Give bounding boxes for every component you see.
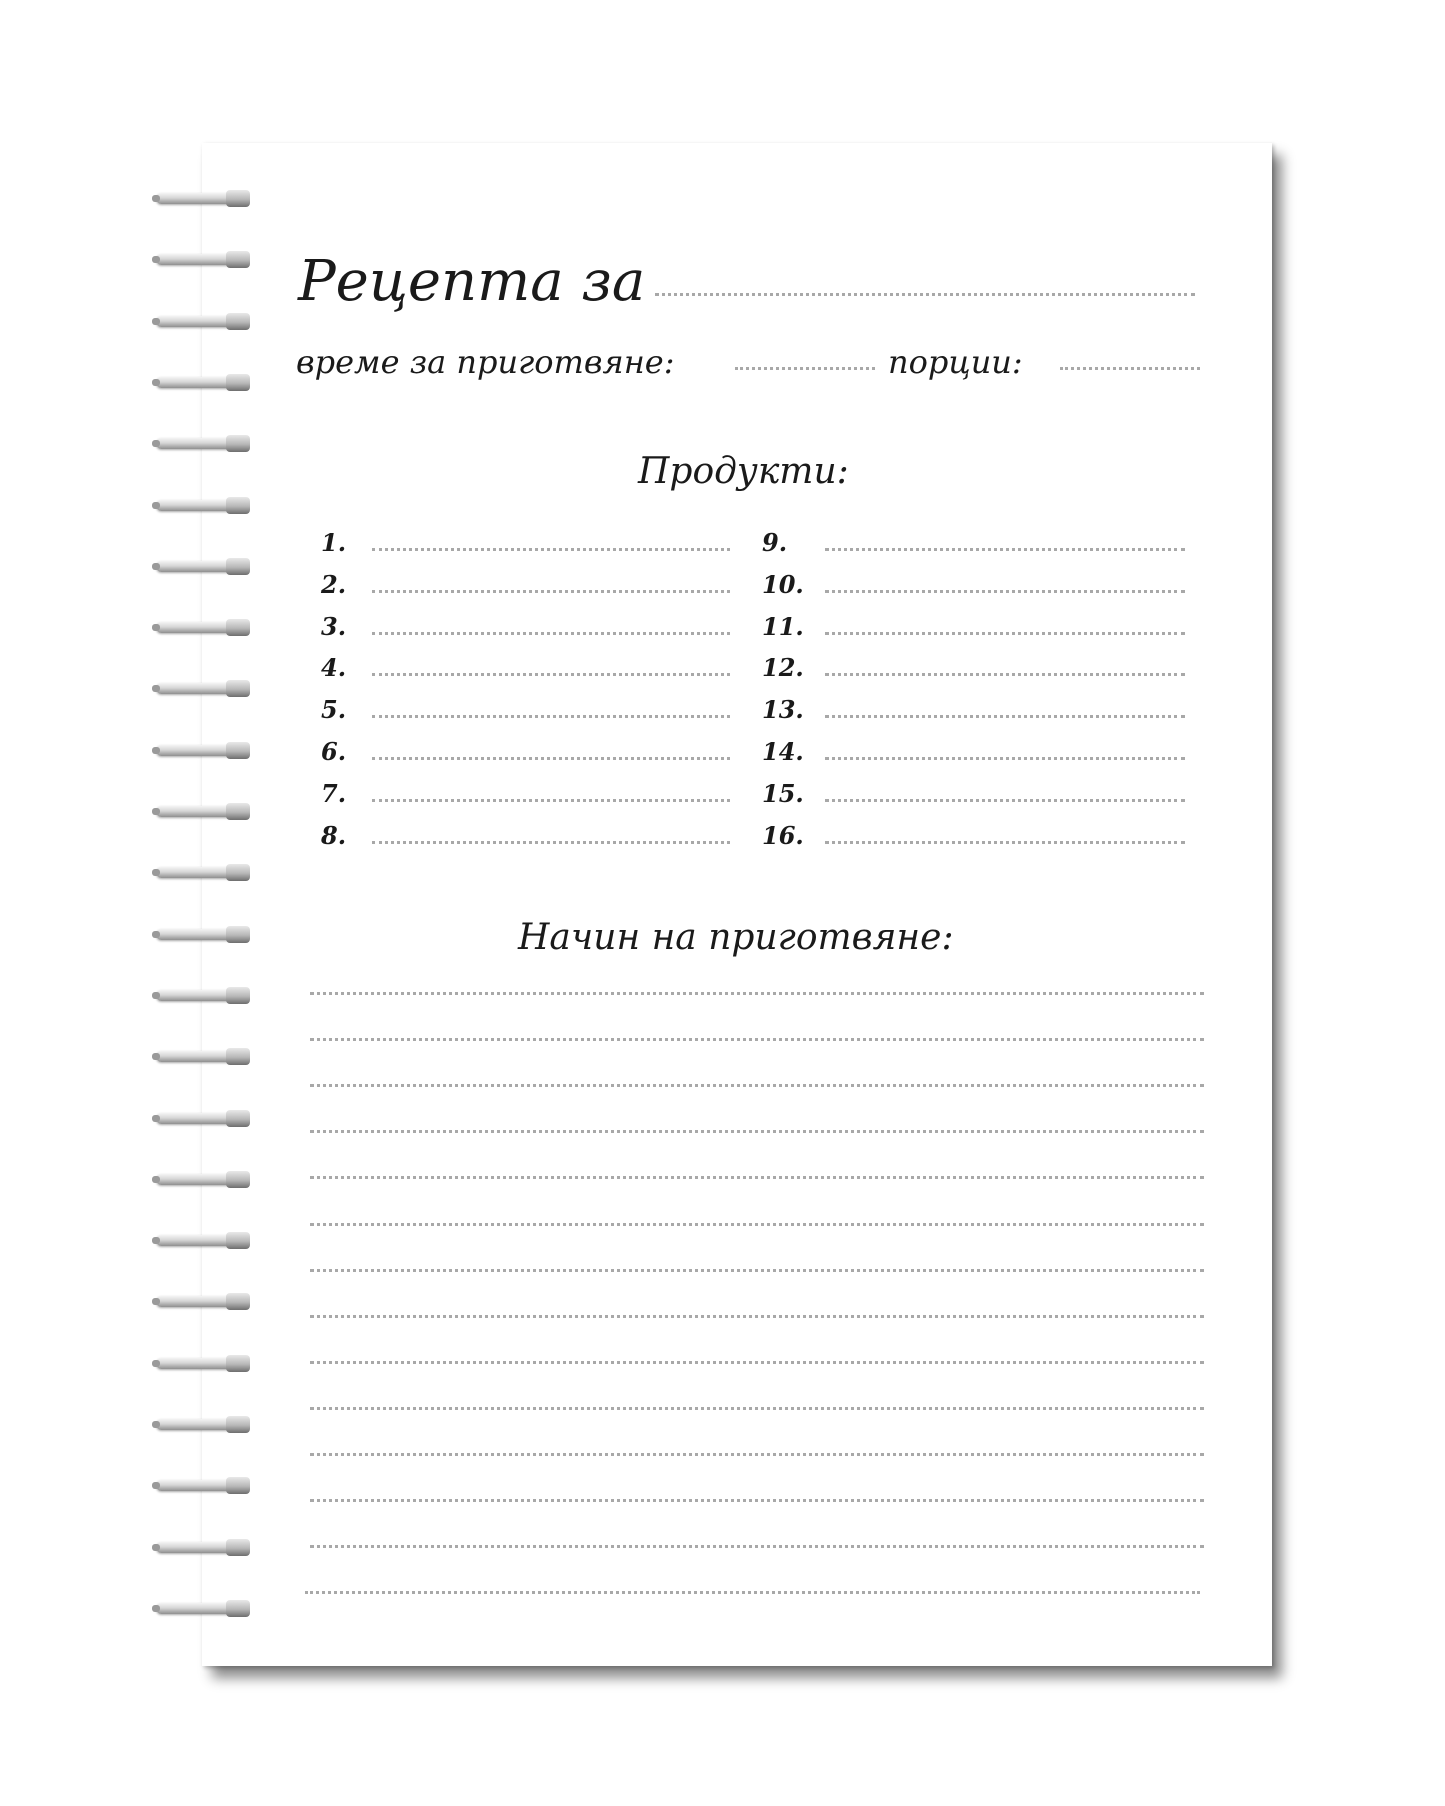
ingredient-line[interactable]: [372, 590, 730, 593]
spiral-ring: [152, 619, 252, 637]
ingredient-number: 4.: [321, 653, 347, 683]
spiral-ring: [152, 864, 252, 882]
ingredient-line[interactable]: [372, 632, 730, 635]
spiral-ring: [152, 1416, 252, 1434]
ingredient-number: 1.: [321, 528, 347, 557]
spiral-ring: [152, 190, 252, 208]
method-line[interactable]: [310, 1176, 1204, 1179]
ingredient-line[interactable]: [372, 548, 730, 551]
spiral-ring: [152, 987, 252, 1005]
ingredient-line[interactable]: [825, 632, 1185, 635]
ingredient-number: 3.: [321, 611, 347, 641]
spiral-ring: [152, 1600, 252, 1618]
ingredient-line[interactable]: [825, 548, 1185, 551]
spiral-ring: [152, 742, 252, 760]
method-line[interactable]: [310, 1315, 1204, 1318]
ingredient-number: 13.: [762, 695, 804, 725]
spiral-ring: [152, 558, 252, 576]
prep-time-label: време за приготвяне:: [296, 343, 675, 381]
method-line[interactable]: [310, 1407, 1204, 1410]
ingredient-line[interactable]: [825, 673, 1185, 676]
recipe-title-line[interactable]: [655, 293, 1195, 296]
method-line[interactable]: [310, 1453, 1204, 1456]
ingredient-number: 10.: [762, 569, 804, 599]
ingredient-number: 15.: [762, 778, 804, 808]
servings-line[interactable]: [1060, 367, 1200, 370]
ingredient-number: 9.: [762, 528, 788, 557]
ingredient-number: 6.: [321, 737, 347, 766]
servings-label: порции:: [888, 343, 1023, 381]
ingredients-heading: Продукти:: [638, 451, 849, 492]
ingredient-line[interactable]: [825, 590, 1185, 593]
spiral-ring: [152, 1110, 252, 1128]
spiral-ring: [152, 1232, 252, 1250]
ingredient-line[interactable]: [372, 715, 730, 718]
spiral-ring: [152, 251, 252, 269]
ingredient-line[interactable]: [372, 799, 730, 802]
method-line[interactable]: [310, 1361, 1204, 1364]
ingredient-number: 16.: [762, 820, 804, 850]
ingredient-line[interactable]: [825, 799, 1185, 802]
spiral-ring: [152, 1048, 252, 1066]
spiral-ring: [152, 1171, 252, 1189]
ingredient-line[interactable]: [825, 757, 1185, 760]
spiral-ring: [152, 926, 252, 944]
spiral-ring: [152, 1355, 252, 1373]
method-line[interactable]: [310, 1038, 1204, 1041]
ingredient-number: 5.: [321, 695, 347, 725]
spiral-ring: [152, 497, 252, 515]
method-line[interactable]: [310, 1269, 1204, 1272]
spiral-ring: [152, 1539, 252, 1557]
method-line[interactable]: [310, 1223, 1204, 1226]
ingredient-number: 14.: [762, 737, 804, 766]
method-line[interactable]: [305, 1591, 1200, 1594]
ingredient-number: 2.: [321, 569, 347, 599]
method-line[interactable]: [310, 1499, 1204, 1502]
method-line[interactable]: [310, 1084, 1204, 1087]
spiral-binding: [152, 190, 262, 1650]
method-heading: Начин на приготвяне:: [518, 917, 954, 958]
method-line[interactable]: [310, 992, 1204, 995]
ingredient-line[interactable]: [825, 841, 1185, 844]
ingredient-line[interactable]: [372, 757, 730, 760]
ingredient-line[interactable]: [825, 715, 1185, 718]
ingredient-number: 7.: [321, 778, 347, 808]
ingredient-line[interactable]: [372, 841, 730, 844]
ingredient-number: 12.: [762, 653, 804, 683]
prep-time-line[interactable]: [735, 367, 875, 370]
method-line[interactable]: [310, 1130, 1204, 1133]
spiral-ring: [152, 313, 252, 331]
method-line[interactable]: [310, 1545, 1204, 1548]
ingredient-number: 8.: [321, 820, 347, 850]
spiral-ring: [152, 435, 252, 453]
recipe-title-label: Рецепта за: [298, 249, 646, 314]
ingredient-line[interactable]: [372, 673, 730, 676]
spiral-ring: [152, 374, 252, 392]
spiral-ring: [152, 1293, 252, 1311]
spiral-ring: [152, 680, 252, 698]
spiral-ring: [152, 1477, 252, 1495]
ingredient-number: 11.: [762, 611, 804, 641]
spiral-ring: [152, 803, 252, 821]
